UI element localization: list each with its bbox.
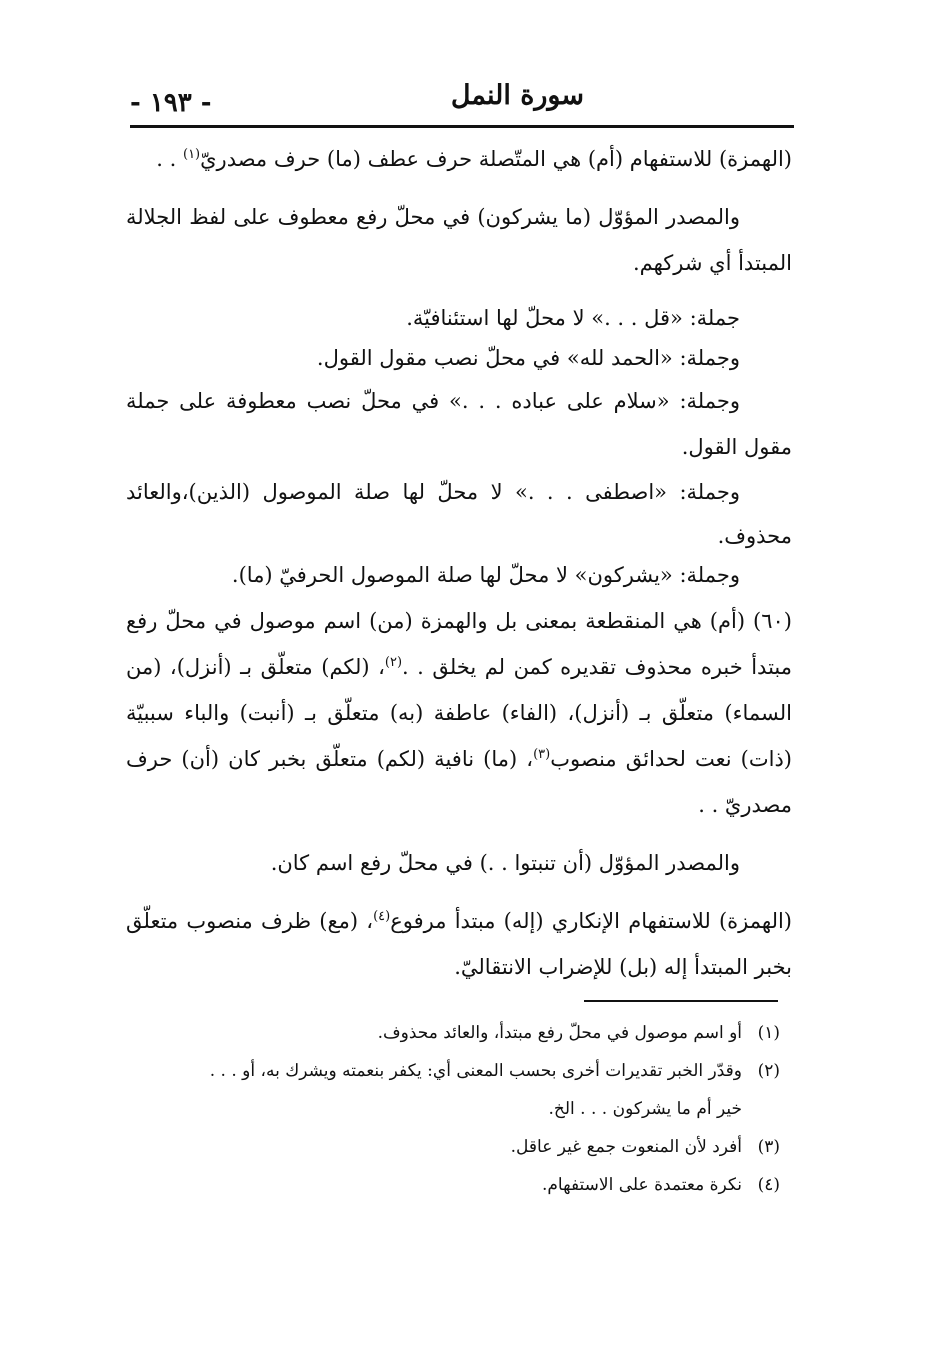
paragraph-1-end: . . xyxy=(156,147,183,171)
sentence-3: وجملة: «سلام على عباده . . .» في محلّ نصب معطوفة على جملة مقول القول. xyxy=(126,389,792,459)
paragraph-1 xyxy=(126,136,792,182)
paragraph-5 xyxy=(126,898,792,990)
footnote-ref-2: (٢) xyxy=(384,655,403,670)
sentence-1: جملة: «قل . . .» لا محلّ لها استئنافيّة. xyxy=(406,306,740,330)
paragraph-3-text-b: ، (لكم) متعلّق بـ (أنزل)، (من السماء) متعلّق بـ (أنزل)، (الفاء) عاطفة (به) متعلّق بـ (أنبت) والباء سببيّة (ذات) نعت لحدائق منصوب xyxy=(126,655,792,771)
sentence-5: وجملة: «يشركون» لا محلّ لها صلة الموصول الحرفيّ (ما). xyxy=(231,563,740,587)
footnote-ref-1: (١) xyxy=(182,147,201,162)
footnote-text: خير أم ما يشركون . . . الخ. xyxy=(548,1099,742,1119)
footnote-3 xyxy=(126,1128,792,1166)
main-text xyxy=(126,136,792,1002)
footnote-number: (٣) xyxy=(757,1137,780,1157)
footnote-text: أفرد لأن المنعوت جمع غير عاقل. xyxy=(510,1137,742,1157)
header-rule xyxy=(130,125,794,128)
footnote-4 xyxy=(126,1166,792,1204)
sentence-2: وجملة: «الحمد لله» في محلّ نصب مقول القول. xyxy=(316,346,740,370)
footnote-1 xyxy=(126,1014,792,1052)
paragraph-3 xyxy=(126,598,792,828)
page-header xyxy=(130,78,794,126)
paragraph-5-text-b: ، (مع) ظرف منصوب متعلّق بخبر المبتدأ إله (بل) للإضراب الانتقاليّ. xyxy=(126,909,792,979)
footnote-2-continuation xyxy=(126,1090,792,1128)
footnote-text: نكرة معتمدة على الاستفهام. xyxy=(542,1175,742,1195)
footnote-rule xyxy=(584,1000,778,1002)
footnote-number: (٤) xyxy=(757,1175,780,1195)
page-number: - ١٩٣ - xyxy=(130,88,212,118)
footnote-number: (٢) xyxy=(757,1061,780,1081)
footnote-text: وقدّر الخبر تقديرات أخرى بحسب المعنى أي: يكفر بنعمته ويشرك به، أو . . . xyxy=(209,1061,742,1081)
paragraph-4: والمصدر المؤوّل (أن تنبتوا . .) في محلّ رفع اسم كان. xyxy=(270,851,740,875)
footnotes xyxy=(126,1014,792,1204)
paragraph-3-text-c: ، (ما) نافية (لكم) متعلّق بخبر كان (أن) حرف مصدريّ . . xyxy=(126,747,792,817)
paragraph-2: والمصدر المؤوّل (ما يشركون) في محلّ رفع معطوف على لفظ الجلالة المبتدأ أي شركهم. xyxy=(126,205,792,275)
footnote-ref-3: (٣) xyxy=(533,747,551,762)
surah-title: سورة النمل xyxy=(450,80,584,111)
footnote-number: (١) xyxy=(757,1023,780,1043)
paragraph-3-text-a: (٦٠) (أم) هي المنقطعة بمعنى بل والهمزة (من) اسم موصول في محلّ رفع مبتدأ خبره محذوف تقديره كمن لم يخلق . . xyxy=(126,609,792,679)
paragraph-1-text: (الهمزة) للاستفهام (أم) هي المتّصلة حرف عطف (ما) حرف مصدريّ xyxy=(200,147,792,171)
footnote-2 xyxy=(126,1052,792,1090)
footnote-ref-4: (٤) xyxy=(373,909,391,924)
sentence-4: وجملة: «اصطفى . . .» لا محلّ لها صلة الموصول (الذين)،والعائد محذوف. xyxy=(126,480,792,548)
footnote-text: أو اسم موصول في محلّ رفع مبتدأ، والعائد محذوف. xyxy=(377,1023,742,1043)
paragraph-5-text-a: (الهمزة) للاستفهام الإنكاري (إله) مبتدأ مرفوع xyxy=(390,909,792,933)
